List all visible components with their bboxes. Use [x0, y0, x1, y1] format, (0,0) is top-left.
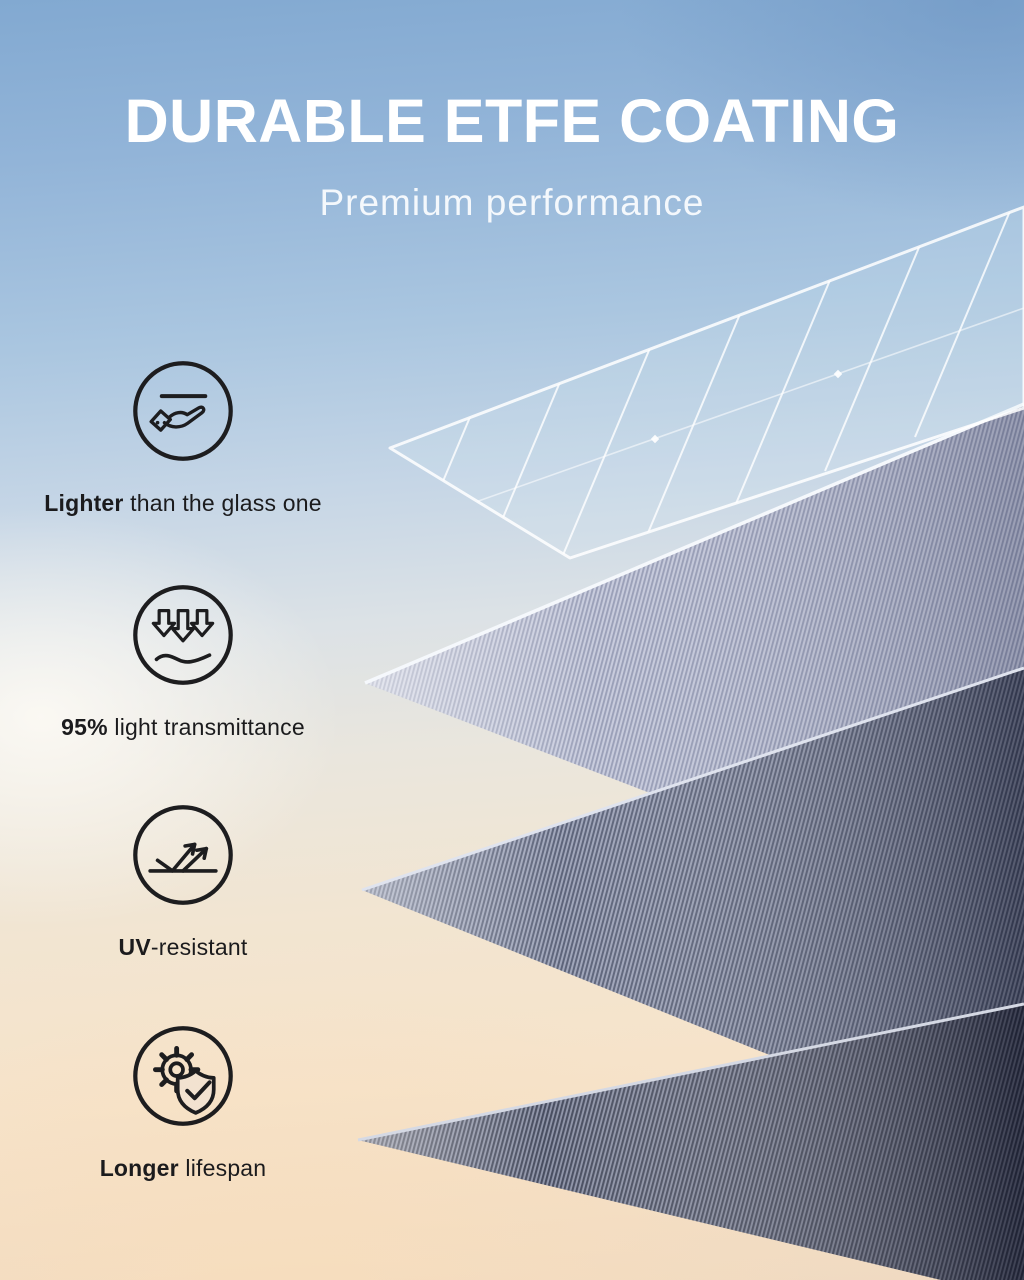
feature-longer-lifespan: [0, 1023, 366, 1182]
feature-label-rest: light transmittance: [107, 714, 305, 740]
feature-label: [0, 714, 366, 741]
page-title: DURABLE ETFE COATING: [124, 87, 900, 155]
feature-label: [0, 934, 366, 961]
feature-label: [0, 1155, 366, 1182]
uv-reflect-arrows-icon: [130, 802, 236, 908]
feature-uv-resistant: [0, 802, 366, 961]
page-subtitle: Premium performance: [319, 182, 705, 224]
carbon-base-sheet: [358, 1004, 1024, 1280]
downward-arrows-wave-icon: [130, 582, 236, 688]
header: [0, 86, 1024, 224]
feature-label-bold: Longer: [99, 1155, 179, 1181]
feature-label-rest: than the glass one: [123, 490, 322, 516]
feature-label-rest: -resistant: [150, 934, 248, 960]
feature-label-bold: 95%: [61, 714, 108, 740]
feature-label-bold: UV: [118, 934, 151, 960]
gear-shield-check-icon: [130, 1023, 236, 1129]
hand-holding-panel-icon: [130, 358, 236, 464]
feature-label-rest: lifespan: [178, 1155, 267, 1181]
feature-light-transmittance: [0, 582, 366, 741]
feature-label-bold: Lighter: [44, 490, 124, 516]
feature-lighter: [0, 358, 366, 517]
feature-label: [0, 490, 366, 517]
